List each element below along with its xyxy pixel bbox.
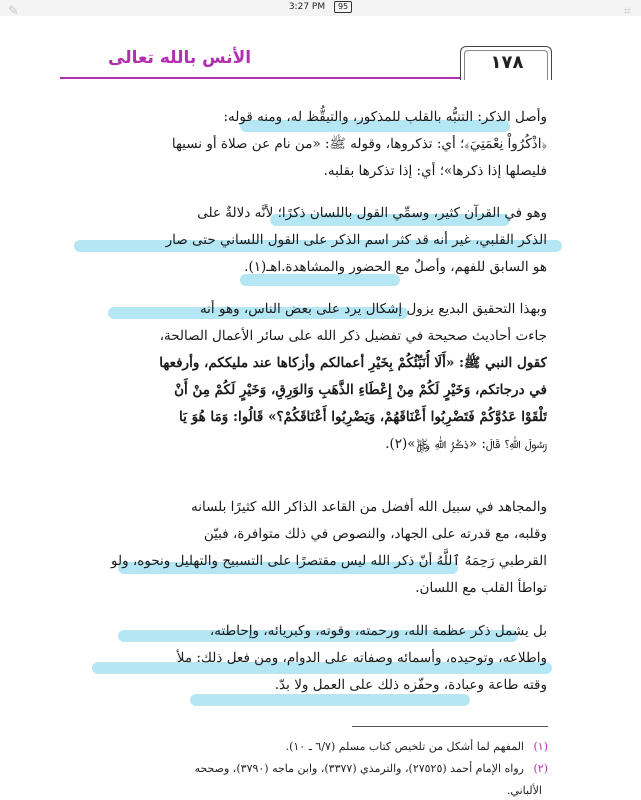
footnote-text: رواه الإمام أحمد (٢٧٥٢٥)، والترمذي (٣٣٧٧)، وابن ماجه (٣٧٩٠)، وصححه: [194, 762, 524, 775]
footnote: [60, 780, 548, 800]
footnotes: [60, 736, 548, 800]
footnote-number: (٢): [533, 762, 548, 775]
paragraph: [92, 296, 547, 458]
text-line: في درجاتكم، وَخَيْرٍ لَكُمْ مِنْ إِعْطَاءِ الذَّهَبِ وَالوَرِقِ، وَخَيْرٍ لَكُمْ مِنْ أَنْ: [174, 382, 547, 398]
text-line: وهو في القرآن كثير، وسمِّي القول باللسان ذكرًا؛ لأنَّه دلالةٌ على: [197, 205, 547, 221]
text-line: هو السابق للفهم، وأصلٌ مع الحضور والمشاهدة.اهـ(١).: [244, 259, 547, 275]
paragraph: [92, 200, 547, 281]
footnote-rule: [352, 726, 548, 727]
battery-indicator: 95: [334, 1, 352, 13]
text-line: والمجاهد في سبيل الله أفضل من القاعد الذاكر الله كثيرًا بلسانه: [191, 499, 547, 515]
text-line: القرطبي رَحِمَهُ ٱللَّهُ أنّ ذكر الله ليس مقتصرًا على التسبيح والتهليل ونحوه، ولو: [111, 553, 547, 569]
highlighter-tool-icon[interactable]: ✎: [8, 4, 19, 19]
text-line: وأصل الذكر: التنبُّه بالقلب للمذكور، والتيقُّظ له، ومنه قوله:: [223, 109, 547, 125]
text-line: تواطأ القلب مع اللسان.: [415, 580, 547, 596]
text-line: وبهذا التحقيق البديع يزول إشكال يرد على بعض الناس، وهو أنه: [199, 301, 547, 317]
page-number: ١٧٨: [490, 52, 524, 73]
page-header: [0, 46, 641, 86]
text-line: وقلبه، مع قدرته على الجهاد، والنصوص في ذلك متوافرة، فبيّن: [203, 526, 547, 542]
text-line: وقته طاعة وعبادة، وحفّزه ذلك على العمل ولا بدّ.: [274, 677, 547, 693]
text-line: كقول النبي ﷺ: «أَلَا أُنَبِّئُكُمْ بِخَيْرِ أعمالكم وأزكاها عند مليككم، وأرفعها: [159, 355, 547, 371]
clock: 3:27 PM: [288, 2, 326, 12]
paragraph: [92, 618, 547, 699]
text-line: واطلاعه، وتوحيده، وأسمائه وصفاته على الدوام، ومن فعل ذلك: ملأ: [176, 650, 547, 666]
footnote-text: الألباني.: [506, 784, 542, 797]
running-title: الأنس بالله تعالى: [108, 48, 252, 68]
footnote: [60, 736, 548, 758]
text-line: رَسُولَ اللهِ؟ قَالَ: «ذِكْرُ اللهِ ﷿»(٢).: [385, 436, 547, 452]
footnote: [60, 758, 548, 780]
status-time: [0, 1, 641, 13]
text-line: فليصلها إذا ذكرها»؛ أي: إذا تذكرها بقلبه.: [323, 163, 547, 179]
paragraph: [92, 104, 547, 185]
text-line: الذكر القلبي، غير أنه قد كثر اسم الذكر على القول اللساني حتى صار: [165, 232, 547, 248]
text-line: بل يشمل ذكر عظمة الله، ورحمته، وقوته، وكبريائه، وإحاطته،: [209, 623, 547, 639]
footnote-number: (١): [533, 740, 548, 753]
text-line: ﴿اذْكُرُواْ نِعْمَتِيَ﴾؛ أي: تذكروها، وقوله ﷺ: «من نام عن صلاة أو نسيها: [171, 136, 547, 152]
page-number-frame: [460, 46, 552, 80]
paragraph: [92, 494, 547, 602]
text-line: تَلْقَوْا عَدُوَّكُمْ فَتَضْرِبُوا أَعْنَاقَهُمْ، وَيَضْرِبُوا أَعْنَاقَكُمْ؟» قَالُوا: وَمَا هُوَ يَا: [179, 409, 547, 425]
status-bar: [0, 0, 641, 16]
crop-tool-icon[interactable]: ⌗: [623, 4, 631, 19]
text-line: جاءت أحاديث صحيحة في تفضيل ذكر الله على سائر الأعمال الصالحة،: [159, 328, 547, 344]
footnote-text: المفهم لما أشكل من تلخيص كتاب مسلم (٦/٧ ـ ١٠).: [285, 740, 524, 753]
